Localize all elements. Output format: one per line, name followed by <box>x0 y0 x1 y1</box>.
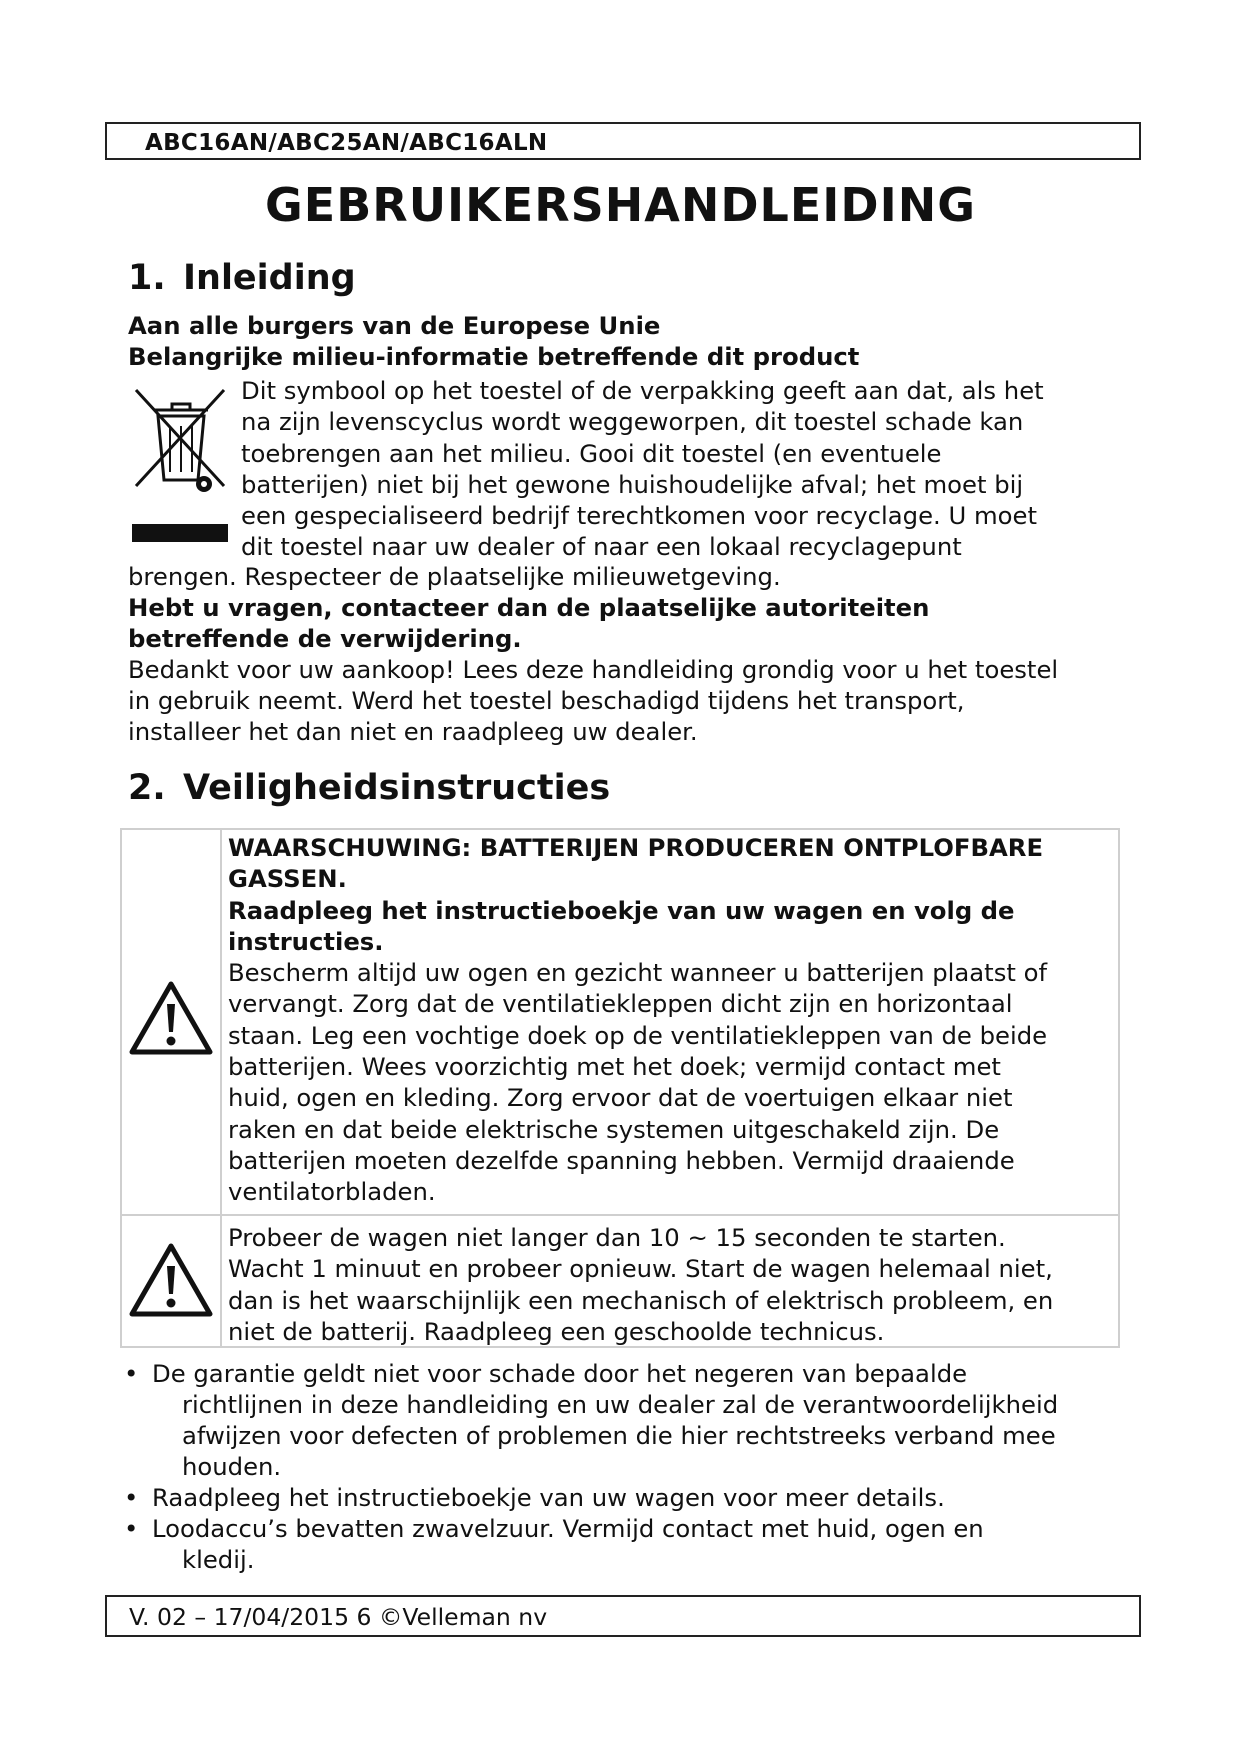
weee-crossed-bin-icon <box>128 380 232 550</box>
thanks-paragraph-line: Bedankt voor uw aankoop! Lees deze handleiding grondig voor u het toestel <box>128 655 1059 684</box>
document-title: GEBRUIKERSHANDLEIDING <box>265 178 976 232</box>
thanks-paragraph-line: in gebruik neemt. Werd het toestel beschadigd tijdens het transport, <box>128 686 965 715</box>
questions-heading-line-2: betreffende de verwijdering. <box>128 624 522 653</box>
warning-heading-line: WAARSCHUWING: BATTERIJEN PRODUCEREN ONTPLOFBARE <box>228 833 1044 862</box>
warning-text-line: ventilatorbladen. <box>228 1177 436 1207</box>
weee-text-block <box>241 375 1044 563</box>
text-line: batterijen) niet bij het gewone huishoudelijke afval; het moet bij <box>241 469 1024 499</box>
text-line: na zijn levenscyclus wordt weggeworpen, dit toestel schade kan <box>241 407 1024 437</box>
questions-heading-line-1: Hebt u vragen, contacteer dan de plaatselijke autoriteiten <box>128 593 930 622</box>
table-divider <box>220 830 222 1346</box>
warning-text-line: vervangt. Zorg dat de ventilatiekleppen dicht zijn en horizontaal <box>228 989 1013 1019</box>
section-2-number: 2. <box>128 768 166 808</box>
warning-triangle-icon <box>128 1242 214 1318</box>
section-2-title: Veiligheidsinstructies <box>183 768 611 808</box>
warning-text-line: staan. Leg een vochtige doek op de ventilatiekleppen van de beide <box>228 1020 1048 1050</box>
warning-text-line: huid, ogen en kleding. Zorg ervoor dat de voertuigen elkaar niet <box>228 1083 1013 1113</box>
section-1-number: 1. <box>128 258 166 298</box>
safety-warnings-table <box>120 828 1120 1348</box>
table-divider <box>122 1214 1118 1216</box>
warning-text-line: dan is het waarschijnlijk een mechanisch of elektrisch probleem, en <box>228 1285 1054 1315</box>
header-box <box>105 122 1141 160</box>
section-1-heading <box>128 258 356 298</box>
warning-text-line: Probeer de wagen niet langer dan 10 ~ 15 seconden te starten. <box>228 1223 1006 1252</box>
warning-text-line: niet de batterij. Raadpleeg een geschoolde technicus. <box>228 1316 885 1346</box>
list-item: • De garantie geldt niet voor schade door het negeren van bepaalde richtlijnen in deze handleiding en uw dealer zal de verantwoordelijkheid afwijzen voor defecten of problemen die hier rechtstreeks verband mee houden. <box>124 1359 1059 1481</box>
warning-heading-line: Raadpleeg het instructieboekje van uw wagen en volg de <box>228 895 1015 925</box>
text-line: toebrengen aan het milieu. Gooi dit toestel (en eventuele <box>241 438 942 468</box>
environment-info-heading: Belangrijke milieu-informatie betreffende dit product <box>128 342 860 371</box>
warning-text-line: raken en dat beide elektrische systemen uitgeschakeld zijn. De <box>228 1114 1000 1144</box>
warning-heading-line: instructies. <box>228 926 384 956</box>
list-item: • Loodaccu’s bevatten zwavelzuur. Vermijd contact met huid, ogen en kledij. <box>124 1514 984 1574</box>
model-number: ABC16AN/ABC25AN/ABC16ALN <box>145 130 548 156</box>
text-line: brengen. Respecteer de plaatselijke milieuwetgeving. <box>128 562 781 591</box>
safety-bullet-list <box>120 1358 1058 1575</box>
section-1-title: Inleiding <box>183 258 356 298</box>
warning-1-text <box>228 832 1047 1208</box>
list-item: • Raadpleeg het instructieboekje van uw wagen voor meer details. <box>124 1483 945 1512</box>
footer-box <box>105 1595 1141 1637</box>
warning-text-line: batterijen. Wees voorzichtig met het doek; vermijd contact met <box>228 1052 1001 1082</box>
warning-text-line: Wacht 1 minuut en probeer opnieuw. Start de wagen helemaal niet, <box>228 1254 1053 1284</box>
footer-version: V. 02 – 17/04/2015 6 ©Velleman nv <box>129 1603 548 1631</box>
warning-text-line: Bescherm altijd uw ogen en gezicht wanneer u batterijen plaatst of <box>228 958 1048 988</box>
warning-2-text <box>228 1222 1053 1347</box>
thanks-paragraph-line: installeer het dan niet en raadpleeg uw dealer. <box>128 717 698 746</box>
eu-citizens-heading: Aan alle burgers van de Europese Unie <box>128 311 661 340</box>
warning-heading-line: GASSEN. <box>228 864 347 894</box>
section-2-heading <box>128 768 610 808</box>
text-line: Dit symbool op het toestel of de verpakking geeft aan dat, als het <box>241 376 1044 405</box>
text-line: dit toestel naar uw dealer of naar een lokaal recyclagepunt <box>241 532 962 562</box>
warning-triangle-icon <box>128 980 214 1056</box>
warning-text-line: batterijen moeten dezelfde spanning hebben. Vermijd draaiende <box>228 1145 1015 1175</box>
text-line: een gespecialiseerd bedrijf terechtkomen voor recyclage. U moet <box>241 501 1038 531</box>
